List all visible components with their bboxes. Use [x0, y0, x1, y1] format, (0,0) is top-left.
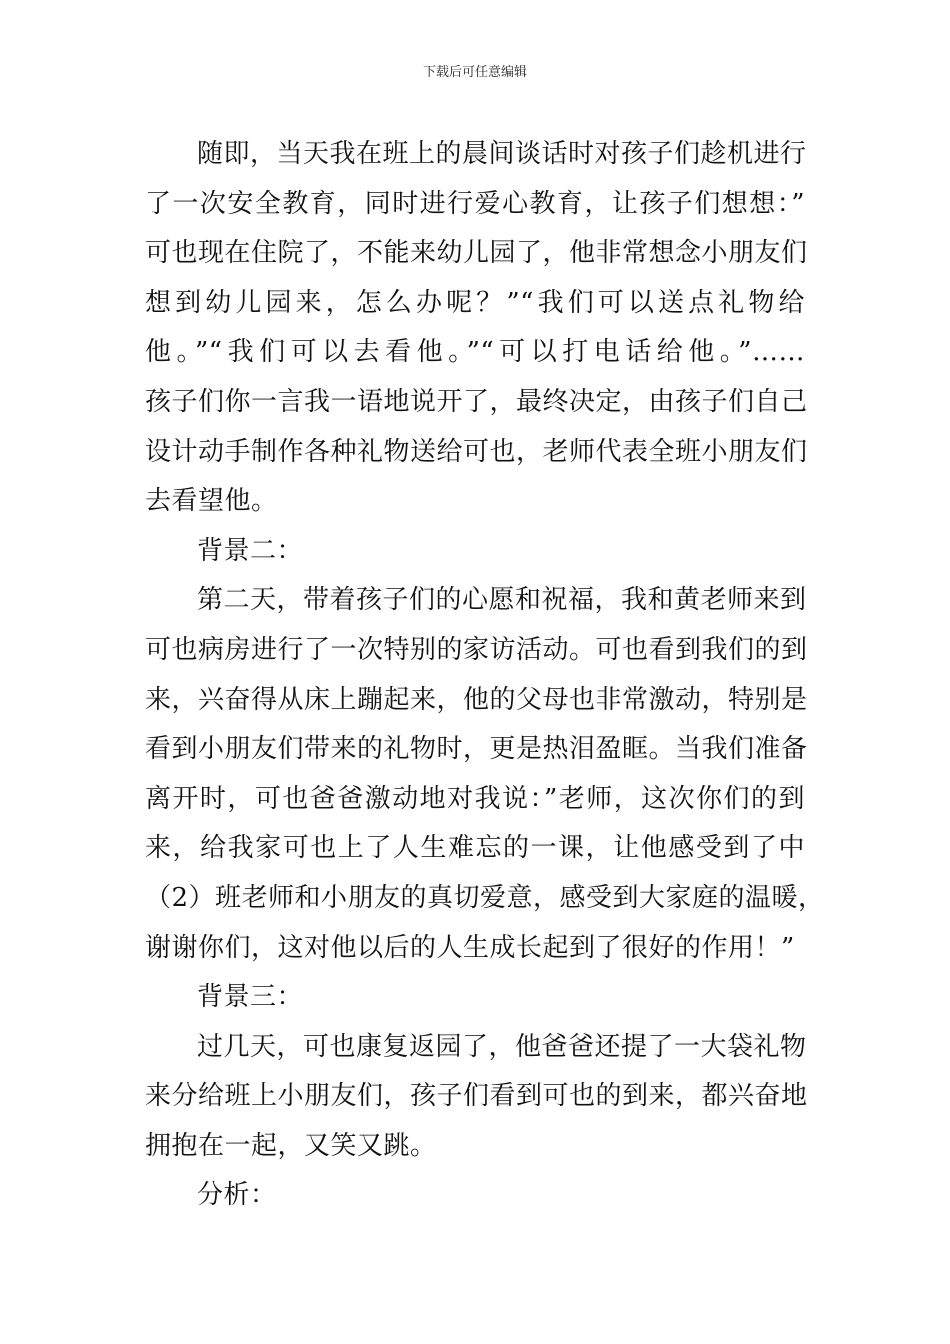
paragraph-line: 可也病房进行了一次特别的家访活动。可也看到我们的到 [145, 634, 808, 665]
section-heading: 背景三： [197, 982, 304, 1013]
paragraph-line: 来，给我家可也上了人生难忘的一课，让他感受到了中 [145, 833, 805, 864]
page-header: 下载后可任意编辑 [422, 65, 527, 80]
paragraph-line: 随即，当天我在班上的晨间谈话时对孩子们趁机进行 [197, 139, 807, 169]
paragraph-line: 去看望他。 [145, 486, 278, 517]
paragraph-line: 可也现在住院了，不能来幼儿园了，他非常想念小朋友们 [145, 238, 808, 269]
paragraph-line: 来，兴奋得从床上蹦起来，他的父母也非常激动，特别是 [145, 684, 808, 715]
paragraph-line: 看到小朋友们带来的礼物时，更是热泪盈眶。当我们准备 [145, 734, 808, 765]
paragraph-line: 拥抱在一起，又笑又跳。 [145, 1130, 437, 1161]
paragraph-line: 设计动手制作各种礼物送给可也，老师代表全班小朋友们 [145, 436, 808, 467]
paragraph-line: 了一次安全教育，同时进行爱心教育，让孩子们想想：” [145, 188, 805, 219]
section-heading: 分析： [197, 1180, 277, 1211]
paragraph-line: 第二天，带着孩子们的心愿和祝福，我和黄老师来到 [197, 585, 807, 616]
paragraph-line: 想到幼儿园来，怎么办呢？”“我们可以送点礼物给 [145, 287, 805, 318]
paragraph-line: 谢谢你们，这对他以后的人生成长起到了很好的作用！” [145, 932, 795, 963]
section-heading: 背景二： [197, 535, 304, 566]
paragraph-line: 他。”“我们可以去看他。”“可以打电话给他。”…… [145, 337, 805, 368]
paragraph-line: 过几天，可也康复返园了，他爸爸还提了一大袋礼物 [197, 1031, 807, 1062]
paragraph-line: （2）班老师和小朋友的真切爱意，感受到大家庭的温暖， [145, 882, 825, 913]
paragraph-line: 来分给班上小朋友们，孩子们看到可也的到来，都兴奋地 [145, 1081, 808, 1112]
document-body [145, 130, 825, 1221]
paragraph-line: 离开时，可也爸爸激动地对我说：”老师，这次你们的到 [145, 783, 805, 814]
paragraph-line: 孩子们你一言我一语地说开了，最终决定，由孩子们自己 [145, 386, 808, 417]
